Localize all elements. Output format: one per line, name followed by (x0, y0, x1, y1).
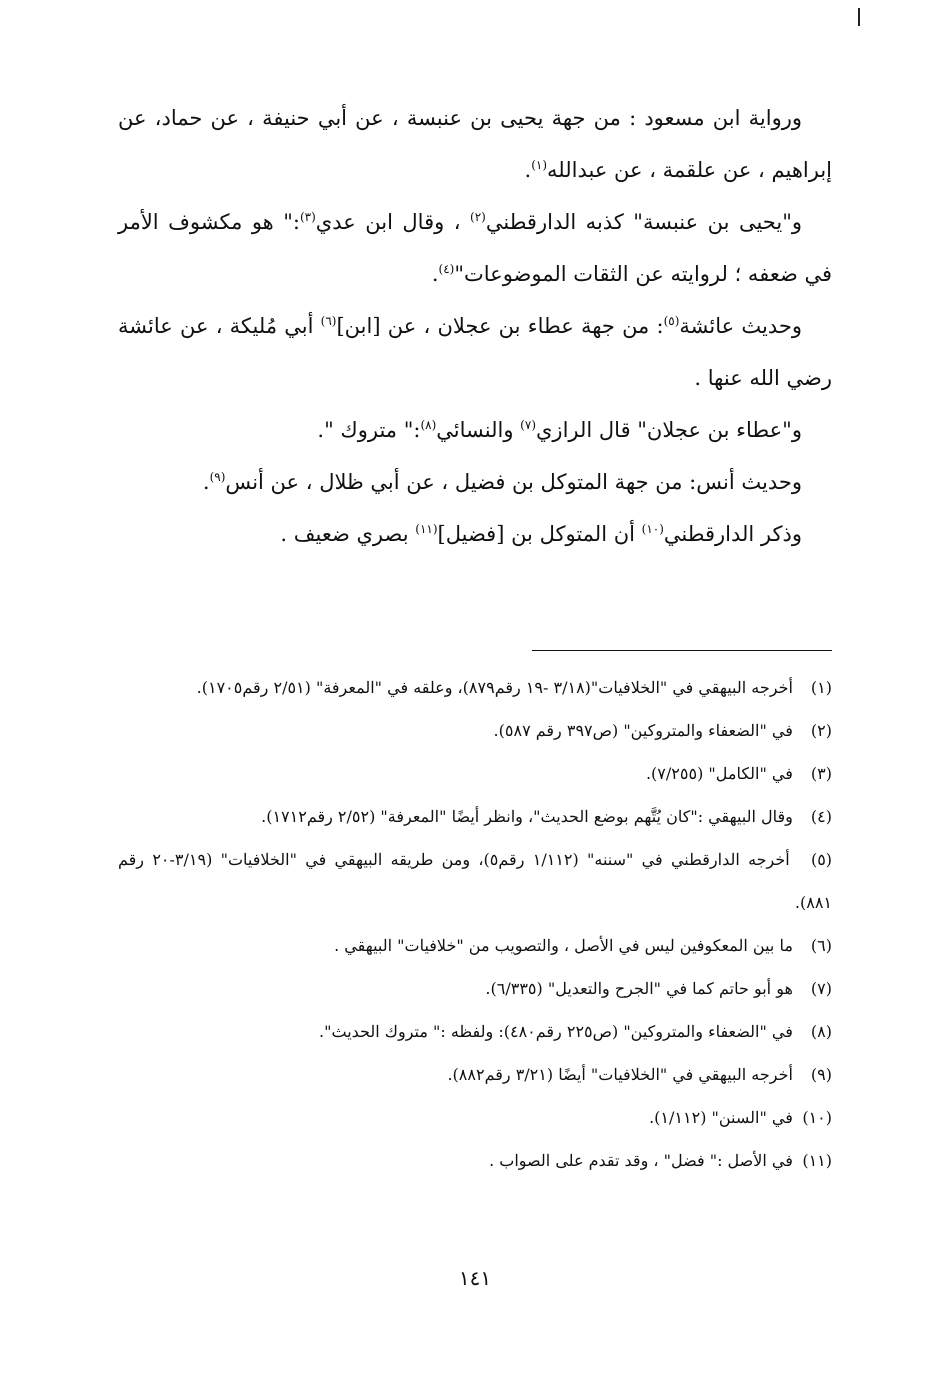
footnote-text: أخرجه الدارقطني في "سننه" (١/١١٢ رقم٥)، ومن طريقه البيهقي في "الخلافيات" (٣/١٩-٢٠ رقم ٨٨١). (118, 850, 832, 912)
footnote-ref[interactable]: (١٠) (641, 522, 664, 536)
page-number: ١٤١ (458, 1266, 492, 1290)
footnote-number: (٤) (810, 807, 832, 826)
footnote-9 (118, 1053, 832, 1096)
footnote-ref[interactable]: (١) (531, 158, 548, 172)
footnote-8 (118, 1010, 832, 1053)
paragraph-1: ورواية ابن مسعود : من جهة يحيى بن عنبسة ، عن أبي حنيفة ، عن حماد، عن إبراهيم ، عن علقمة ، عن عبدالله$^{(١)}$. (118, 106, 832, 182)
footnote-4 (118, 795, 832, 838)
footnote-ref[interactable]: (٣) (299, 210, 316, 224)
footnote-text: في الأصل :" فضل" ، وقد تقدم على الصواب . (489, 1151, 793, 1170)
footnote-10 (118, 1096, 832, 1139)
footnote-ref[interactable]: (٦) (320, 314, 337, 328)
footnote-number: (١١) (802, 1151, 832, 1170)
main-text (118, 92, 832, 560)
footnote-text: في "الضعفاء والمتروكين" (ص٢٢٥ رقم٤٨٠): ولفظه :" متروك الحديث". (319, 1022, 793, 1041)
footnote-2 (118, 709, 832, 752)
footnote-1 (118, 666, 832, 709)
footnote-number: (١) (810, 678, 832, 697)
footnote-number: (٨) (810, 1022, 832, 1041)
footnote-11 (118, 1139, 832, 1182)
paragraph-2: و"يحيى بن عنبسة" كذبه الدارقطني$^{(٢)}$ ، وقال ابن عدي$^{(٣)}$:" هو مكشوف الأمر في ضعفه ؛ لروايته عن الثقات الموضوعات"$^{(٤)}$. (118, 210, 832, 286)
footnote-ref[interactable]: (٩) (209, 470, 226, 484)
scan-mark (858, 8, 860, 26)
footnote-3 (118, 752, 832, 795)
footnote-text: في "الضعفاء والمتروكين" (ص٣٩٧ رقم ٥٨٧). (493, 721, 793, 740)
footnote-number: (٦) (810, 936, 832, 955)
footnote-text: وقال البيهقي :"كان يُتَّهم بوضع الحديث"، وانظر أيضًا "المعرفة" (٢/٥٢ رقم١٧١٢). (261, 807, 793, 826)
footnote-number: (٣) (810, 764, 832, 783)
footnote-number: (٢) (810, 721, 832, 740)
footnote-divider (532, 650, 832, 651)
footnote-ref[interactable]: (٧) (520, 418, 536, 432)
footnote-ref[interactable]: (٤) (438, 262, 455, 276)
footnote-number: (٩) (810, 1065, 832, 1084)
paragraph-4: و"عطاء بن عجلان" قال الرازي$^{(٧)}$ والنسائي$^{(٨)}$:" متروك ". (317, 418, 802, 442)
footnote-ref[interactable]: (١١) (415, 522, 438, 536)
footnote-text: هو أبو حاتم كما في "الجرح والتعديل" (٦/٣٣٥). (485, 979, 793, 998)
footnote-text: في "السنن" (١/١١٢). (649, 1108, 793, 1127)
footnote-number: (١٠) (802, 1108, 832, 1127)
paragraph-6: وذكر الدارقطني$^{(١٠)}$ أن المتوكل بن [فضيل]$^{(١١)}$ بصري ضعيف . (280, 522, 802, 546)
paragraph-3: وحديث عائشة$^{(٥)}$: من جهة عطاء بن عجلان ، عن [ابن]$^{(٦)}$ أبي مُليكة ، عن عائشة رضي الله عنها . (118, 314, 832, 390)
footnote-number: (٥) (810, 850, 833, 869)
footnote-text: ما بين المعكوفين ليس في الأصل ، والتصويب من "خلافيات" البيهقي . (334, 936, 793, 955)
footnote-6 (118, 924, 832, 967)
paragraph-5: وحديث أنس: من جهة المتوكل بن فضيل ، عن أبي ظلال ، عن أنس$^{(٩)}$. (202, 470, 802, 494)
footnote-ref[interactable]: (٥) (663, 314, 680, 328)
footnote-text: أخرجه البيهقي في "الخلافيات"(٣/١٨ -١٩ رقم٨٧٩)، وعلقه في "المعرفة" (٢/٥١ رقم١٧٠٥). (196, 678, 793, 697)
footnote-ref[interactable]: (٨) (420, 418, 437, 432)
footnote-ref[interactable]: (٢) (470, 210, 486, 224)
footnote-5 (118, 838, 832, 924)
footnote-7 (118, 967, 832, 1010)
footnotes (118, 666, 832, 1182)
footnote-number: (٧) (810, 979, 832, 998)
footnote-text: أخرجه البيهقي في "الخلافيات" أيضًا (٣/٢١ رقم٨٨٢). (447, 1065, 793, 1084)
footnote-text: في "الكامل" (٧/٢٥٥). (645, 764, 793, 783)
